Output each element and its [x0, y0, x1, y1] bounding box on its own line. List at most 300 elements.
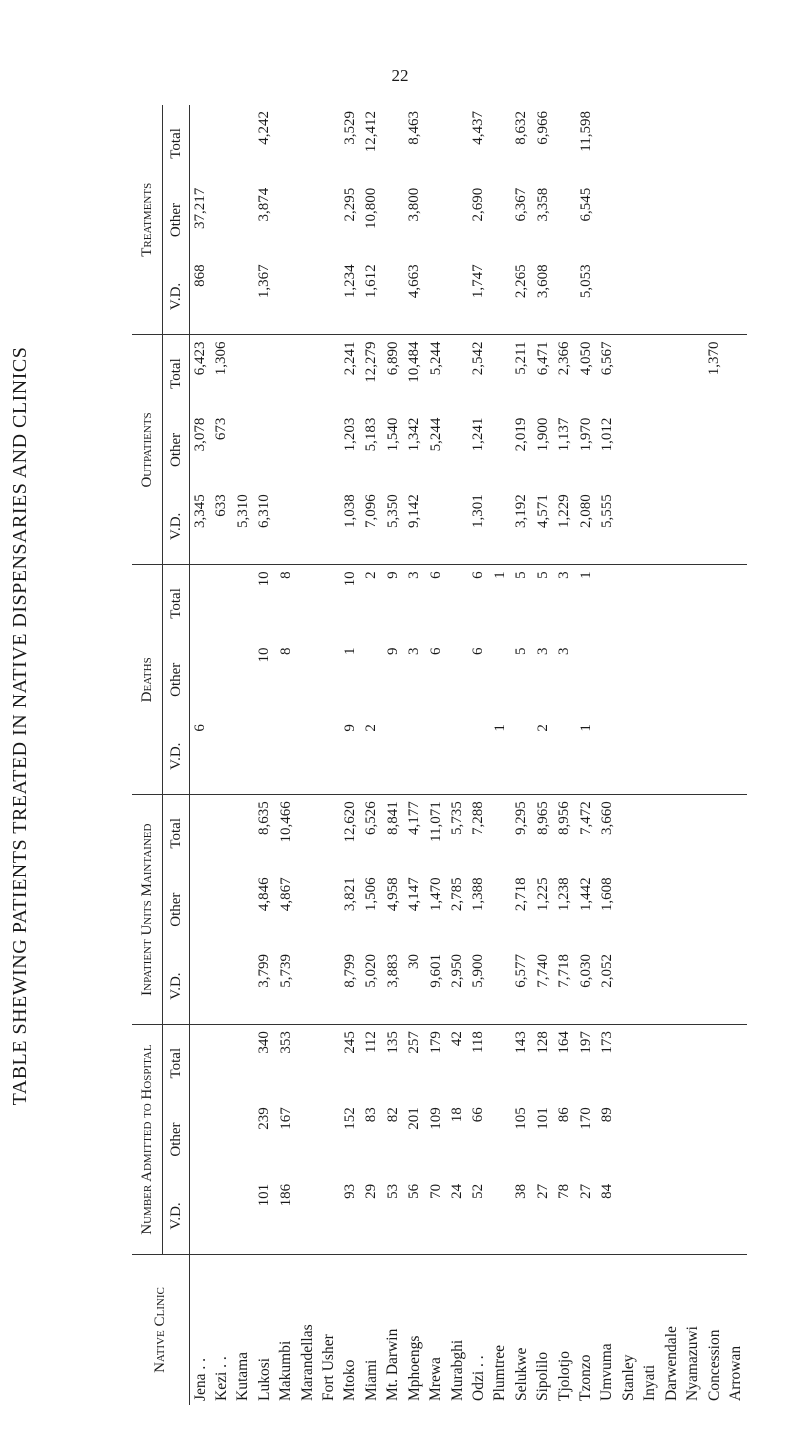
cell-outpatients-total: 10,484 [404, 335, 425, 412]
cell-treatments-total [597, 105, 618, 182]
cell-deaths-total [297, 565, 318, 642]
cell-inpatient-other: 1,608 [598, 877, 615, 912]
cell-outpatients-vd [725, 488, 747, 565]
clinic-name: Umvuma [597, 1255, 618, 1406]
cell-inpatient-other: 1,442 [577, 877, 594, 912]
cell-admitted-total: 135 [383, 1025, 404, 1102]
cell-inpatient-vd [190, 948, 212, 1025]
cell-admitted-other: 82 [384, 1107, 401, 1123]
cell-outpatients-total [318, 335, 339, 412]
cell-outpatients-other: 1,970 [577, 417, 594, 452]
cell-treatments-total [704, 105, 725, 182]
cell-outpatients-total [297, 335, 318, 412]
cell-outpatients-other: 2,019 [513, 417, 530, 452]
clinic-name: Mrewa [425, 1255, 446, 1406]
sub-header-treatments-other: Other [163, 182, 190, 259]
cell-deaths-vd [297, 718, 318, 795]
cell-treatments-vd [447, 258, 468, 335]
cell-inpatient-vd [318, 948, 339, 1025]
cell-outpatients-total: 5,244 [425, 335, 446, 412]
cell-admitted-total [490, 1025, 511, 1102]
cell-inpatient-vd: 3,799 [256, 954, 273, 988]
cell-inpatient-total: 8,965 [532, 795, 553, 872]
sub-header-deaths-other: Other [163, 642, 190, 719]
sub-header-admitted-other: Other [163, 1101, 190, 1178]
clinic-name: Jena . . [190, 1255, 212, 1406]
cell-treatments-other [661, 182, 682, 259]
cell-inpatient-other [233, 871, 254, 948]
cell-deaths-other [233, 642, 254, 719]
cell-deaths-total [318, 565, 339, 642]
cell-inpatient-total [190, 795, 212, 872]
cell-deaths-other [725, 642, 747, 719]
cell-admitted-other: 101 [534, 1107, 551, 1130]
cell-treatments-total [490, 105, 511, 182]
cell-admitted-total: 112 [361, 1025, 382, 1102]
cell-treatments-vd: 4,663 [406, 264, 423, 299]
cell-deaths-vd [682, 718, 703, 795]
cell-deaths-total: 10 [340, 565, 361, 642]
cell-outpatients-total: 6,890 [383, 335, 404, 412]
cell-treatments-other: 37,217 [192, 187, 209, 229]
cell-outpatients-other [254, 412, 275, 489]
cell-admitted-total: 353 [275, 1025, 296, 1102]
cell-outpatients-vd: 5,350 [384, 494, 401, 528]
cell-treatments-other [447, 182, 468, 259]
cell-admitted-vd: 27 [534, 1183, 551, 1199]
cell-treatments-other [275, 182, 296, 259]
cell-outpatients-other: 1,203 [341, 417, 358, 452]
cell-treatments-vd [640, 258, 661, 335]
table-row [211, 105, 232, 1405]
cell-admitted-vd [297, 1178, 318, 1255]
cell-admitted-vd: 24 [449, 1183, 465, 1199]
clinic-name: Nyamazuwi [682, 1255, 703, 1406]
cell-admitted-total: 173 [597, 1025, 618, 1102]
cell-deaths-other [490, 642, 511, 719]
cell-treatments-vd [297, 258, 318, 335]
cell-deaths-total: 5 [532, 565, 553, 642]
cell-admitted-vd: 27 [577, 1183, 594, 1199]
cell-treatments-total: 4,242 [256, 111, 273, 145]
cell-treatments-total: 3,529 [341, 111, 358, 145]
clinic-name: Tjolotjo [554, 1255, 575, 1406]
cell-deaths-vd [661, 718, 682, 795]
cell-admitted-vd [211, 1178, 232, 1255]
cell-treatments-vd [554, 258, 575, 335]
cell-admitted-other: 83 [363, 1107, 380, 1123]
cell-treatments-other: 10,800 [363, 187, 380, 229]
cell-outpatients-other [233, 412, 254, 489]
cell-deaths-vd [468, 718, 489, 795]
cell-inpatient-other [211, 871, 232, 948]
cell-inpatient-vd: 7,718 [556, 954, 573, 988]
table-row [318, 105, 339, 1405]
cell-inpatient-other [297, 871, 318, 948]
cell-outpatients-vd: 4,571 [534, 494, 551, 528]
table-row [532, 105, 553, 1405]
cell-deaths-vd [233, 718, 254, 795]
cell-treatments-total: 8,463 [406, 111, 423, 145]
cell-outpatients-total: 1,370 [704, 335, 725, 412]
cell-inpatient-other: 1,506 [363, 877, 380, 912]
cell-outpatients-other: 1,012 [598, 417, 615, 452]
table-row [725, 105, 747, 1405]
cell-admitted-total [618, 1025, 639, 1102]
cell-treatments-other: 3,874 [256, 187, 273, 222]
cell-treatments-total: 4,437 [470, 111, 487, 145]
cell-deaths-other [361, 642, 382, 719]
cell-inpatient-total: 8,635 [254, 795, 275, 872]
cell-treatments-vd: 1,612 [363, 264, 380, 299]
table-container [132, 105, 747, 1405]
cell-admitted-vd: 38 [513, 1183, 530, 1199]
cell-inpatient-other: 1,225 [534, 877, 551, 912]
cell-outpatients-vd [425, 488, 446, 565]
clinic-name: Odzi . . [468, 1255, 489, 1406]
clinic-name: Arrowan [725, 1255, 747, 1406]
cell-outpatients-vd [318, 488, 339, 565]
sub-header-outpatients-vd: V.D. [163, 488, 190, 565]
table-row [275, 105, 296, 1405]
table-row [340, 105, 361, 1405]
cell-deaths-vd [404, 718, 425, 795]
cell-outpatients-vd: 1,229 [556, 494, 573, 528]
sub-header-outpatients-other: Other [163, 412, 190, 489]
cell-admitted-other [490, 1101, 511, 1178]
cell-deaths-total [725, 565, 747, 642]
cell-inpatient-vd: 8,799 [341, 954, 358, 988]
cell-outpatients-vd: 5,555 [598, 494, 615, 528]
cell-deaths-vd [597, 718, 618, 795]
cell-admitted-other: 18 [449, 1107, 465, 1123]
cell-outpatients-other [704, 412, 725, 489]
cell-deaths-vd [511, 718, 532, 795]
cell-deaths-total [661, 565, 682, 642]
cell-outpatients-other: 1,540 [384, 417, 401, 452]
cell-admitted-vd [704, 1178, 725, 1255]
cell-outpatients-total: 6,567 [597, 335, 618, 412]
cell-admitted-total: 197 [575, 1025, 596, 1102]
cell-deaths-total [233, 565, 254, 642]
cell-admitted-vd [725, 1178, 747, 1255]
cell-treatments-other: 3,358 [534, 187, 551, 222]
clinic-name: Stanley [618, 1255, 639, 1406]
cell-outpatients-vd [704, 488, 725, 565]
clinic-name: Mphoengs [404, 1255, 425, 1406]
cell-deaths-total: 5 [511, 565, 532, 642]
cell-treatments-total: 11,598 [577, 111, 594, 152]
cell-admitted-other: 167 [277, 1107, 294, 1130]
table-row [361, 105, 382, 1405]
cell-inpatient-other: 1,470 [427, 877, 444, 912]
cell-treatments-total [297, 105, 318, 182]
cell-deaths-total: 6 [425, 565, 446, 642]
cell-outpatients-vd: 9,142 [406, 494, 423, 528]
cell-admitted-vd: 53 [384, 1183, 401, 1199]
cell-outpatients-other: 5,244 [427, 417, 444, 452]
table-row [383, 105, 404, 1405]
cell-inpatient-other: 3,821 [341, 877, 358, 912]
sub-header-deaths-total: Total [163, 565, 190, 642]
clinic-name: Selukwe [511, 1255, 532, 1406]
clinic-name: Marandellas [297, 1255, 318, 1406]
table-row [704, 105, 725, 1405]
cell-outpatients-total: 2,366 [554, 335, 575, 412]
cell-deaths-vd [275, 718, 296, 795]
cell-treatments-other [211, 182, 232, 259]
cell-admitted-vd [490, 1178, 511, 1255]
cell-treatments-other [490, 182, 511, 259]
cell-inpatient-total [211, 795, 232, 872]
sub-header-row [163, 105, 190, 1405]
cell-outpatients-total: 1,306 [211, 335, 232, 412]
cell-admitted-other: 239 [256, 1107, 273, 1130]
clinic-name: Inyati [640, 1255, 661, 1406]
cell-admitted-other [618, 1101, 639, 1178]
cell-outpatients-vd: 3,345 [192, 494, 209, 528]
cell-inpatient-other [318, 871, 339, 948]
sub-header-inpatient-total: Total [163, 795, 190, 872]
cell-admitted-total: 118 [468, 1025, 489, 1102]
cell-outpatients-total [618, 335, 639, 412]
cell-deaths-other [618, 642, 639, 719]
cell-outpatients-total: 2,241 [340, 335, 361, 412]
cell-treatments-other [554, 182, 575, 259]
cell-inpatient-total [704, 795, 725, 872]
cell-outpatients-other: 3,078 [192, 417, 209, 452]
cell-deaths-total: 6 [468, 565, 489, 642]
cell-admitted-total: 179 [425, 1025, 446, 1102]
cell-admitted-total [704, 1025, 725, 1102]
cell-deaths-vd: 1 [491, 724, 508, 732]
cell-outpatients-vd [297, 488, 318, 565]
cell-outpatients-vd: 1,038 [341, 494, 358, 528]
sub-header-treatments-total: Total [163, 105, 190, 182]
cell-inpatient-total [318, 795, 339, 872]
cell-outpatients-total [447, 335, 468, 412]
cell-inpatient-vd [725, 948, 747, 1025]
cell-deaths-total [618, 565, 639, 642]
cell-inpatient-total [233, 795, 254, 872]
cell-treatments-total [383, 105, 404, 182]
rotated-table-frame [132, 105, 747, 1405]
cell-admitted-total: 257 [404, 1025, 425, 1102]
cell-outpatients-other [318, 412, 339, 489]
cell-deaths-total [211, 565, 232, 642]
cell-admitted-vd: 70 [427, 1183, 444, 1199]
cell-admitted-vd: 93 [341, 1183, 358, 1199]
cell-inpatient-total: 11,071 [425, 795, 446, 872]
clinic-name: Darwendale [661, 1255, 682, 1406]
cell-admitted-other [682, 1101, 703, 1178]
cell-deaths-other: 8 [277, 647, 294, 655]
sub-header-outpatients-total: Total [163, 335, 190, 412]
cell-admitted-other: 86 [556, 1107, 573, 1123]
cell-deaths-other [211, 642, 232, 719]
cell-deaths-vd: 2 [363, 724, 380, 732]
cell-deaths-total: 1 [490, 565, 511, 642]
table-row [682, 105, 703, 1405]
cell-admitted-total: 245 [340, 1025, 361, 1102]
cell-admitted-other [190, 1101, 212, 1178]
table-row [468, 105, 489, 1405]
cell-deaths-other [190, 642, 212, 719]
cell-admitted-total [682, 1025, 703, 1102]
cell-admitted-other: 152 [341, 1107, 358, 1130]
cell-deaths-total: 8 [275, 565, 296, 642]
cell-outpatients-vd [640, 488, 661, 565]
cell-deaths-vd: 9 [341, 724, 358, 732]
cell-outpatients-vd: 5,310 [234, 494, 251, 528]
cell-inpatient-total: 8,956 [554, 795, 575, 872]
table-row [661, 105, 682, 1405]
table-title: TABLE SHEWING PATIENTS TREATED IN NATIVE DISPENSARIES AND CLINICS [9, 346, 31, 1106]
cell-inpatient-vd [640, 948, 661, 1025]
sub-header-deaths-vd: V.D. [163, 718, 190, 795]
cell-outpatients-other: 5,183 [363, 417, 380, 452]
cell-outpatients-vd [275, 488, 296, 565]
cell-admitted-vd [318, 1178, 339, 1255]
cell-treatments-vd: 1,747 [470, 264, 487, 299]
cell-inpatient-vd [704, 948, 725, 1025]
cell-inpatient-vd: 5,900 [470, 954, 487, 988]
cell-treatments-vd [725, 258, 747, 335]
cell-admitted-other [211, 1101, 232, 1178]
cell-outpatients-total [640, 335, 661, 412]
table-body [190, 105, 748, 1405]
cell-outpatients-total: 4,050 [575, 335, 596, 412]
cell-outpatients-vd [447, 488, 468, 565]
table-row [404, 105, 425, 1405]
cell-treatments-vd: 1,234 [341, 264, 358, 299]
cell-treatments-total [725, 105, 747, 182]
cell-deaths-other: 1 [341, 647, 358, 655]
table-row [640, 105, 661, 1405]
cell-outpatients-other [447, 412, 468, 489]
cell-inpatient-vd: 6,030 [577, 954, 594, 988]
table-row [233, 105, 254, 1405]
cell-admitted-total [661, 1025, 682, 1102]
cell-deaths-vd [725, 718, 747, 795]
cell-deaths-total [640, 565, 661, 642]
cell-inpatient-other: 4,147 [406, 877, 423, 912]
cell-inpatient-other: 2,718 [513, 877, 530, 912]
cell-admitted-total: 340 [254, 1025, 275, 1102]
cell-treatments-other [704, 182, 725, 259]
cell-treatments-other [640, 182, 661, 259]
cell-treatments-other: 3,800 [406, 187, 423, 222]
cell-admitted-other: 109 [427, 1107, 444, 1130]
cell-outpatients-other: 1,137 [556, 417, 573, 452]
cell-inpatient-total [661, 795, 682, 872]
table-row [618, 105, 639, 1405]
cell-treatments-other [318, 182, 339, 259]
cell-outpatients-total [254, 335, 275, 412]
cell-admitted-total [318, 1025, 339, 1102]
patients-table [132, 105, 747, 1405]
cell-treatments-total [618, 105, 639, 182]
cell-inpatient-total [618, 795, 639, 872]
cell-treatments-vd: 868 [192, 264, 209, 287]
cell-inpatient-other [704, 871, 725, 948]
cell-inpatient-vd: 5,020 [363, 954, 380, 988]
cell-deaths-vd [318, 718, 339, 795]
cell-deaths-other: 3 [534, 647, 551, 655]
clinic-name: Murabghi [447, 1255, 468, 1406]
cell-treatments-other [725, 182, 747, 259]
cell-admitted-other: 66 [470, 1107, 487, 1123]
cell-inpatient-other [490, 871, 511, 948]
cell-deaths-vd [211, 718, 232, 795]
cell-deaths-total: 1 [575, 565, 596, 642]
cell-deaths-other: 3 [556, 647, 573, 655]
cell-outpatients-other [682, 412, 703, 489]
cell-outpatients-vd: 2,080 [577, 494, 594, 528]
sub-header-inpatient-vd: V.D. [163, 948, 190, 1025]
cell-inpatient-vd: 6,577 [513, 954, 530, 988]
cell-deaths-total [704, 565, 725, 642]
cell-treatments-other [682, 182, 703, 259]
cell-admitted-vd [661, 1178, 682, 1255]
cell-inpatient-other: 4,867 [277, 877, 294, 912]
cell-admitted-other [725, 1101, 747, 1178]
cell-inpatient-other [661, 871, 682, 948]
cell-deaths-total [447, 565, 468, 642]
cell-admitted-other: 201 [406, 1107, 423, 1130]
cell-admitted-total [190, 1025, 212, 1102]
cell-outpatients-total [682, 335, 703, 412]
cell-treatments-vd [490, 258, 511, 335]
cell-inpatient-total: 3,660 [597, 795, 618, 872]
cell-inpatient-vd: 7,740 [534, 954, 551, 988]
cell-outpatients-total: 2,542 [468, 335, 489, 412]
cell-deaths-other [318, 642, 339, 719]
cell-treatments-vd [682, 258, 703, 335]
page-number: 22 [391, 66, 409, 85]
cell-treatments-vd [597, 258, 618, 335]
cell-outpatients-other [297, 412, 318, 489]
cell-deaths-other [704, 642, 725, 719]
group-header-deaths: Deaths [132, 565, 163, 795]
table-row [425, 105, 446, 1405]
cell-deaths-vd [618, 718, 639, 795]
cell-treatments-vd [211, 258, 232, 335]
cell-deaths-vd [254, 718, 275, 795]
clinic-name: Kezi . . [211, 1255, 232, 1406]
cell-inpatient-vd: 30 [406, 954, 423, 969]
cell-treatments-total [425, 105, 446, 182]
cell-deaths-other [597, 642, 618, 719]
cell-treatments-other [297, 182, 318, 259]
cell-outpatients-total [275, 335, 296, 412]
cell-outpatients-total: 6,471 [532, 335, 553, 412]
table-row [575, 105, 596, 1405]
cell-admitted-vd [190, 1178, 212, 1255]
cell-treatments-total: 12,412 [363, 111, 380, 153]
sub-header-inpatient-other: Other [163, 871, 190, 948]
cell-outpatients-total [233, 335, 254, 412]
cell-treatments-other [597, 182, 618, 259]
cell-admitted-other [704, 1101, 725, 1178]
cell-treatments-vd [425, 258, 446, 335]
cell-outpatients-total: 5,211 [511, 335, 532, 412]
clinic-name: Tzonzo [575, 1255, 596, 1406]
cell-inpatient-vd [661, 948, 682, 1025]
cell-deaths-total [190, 565, 212, 642]
cell-deaths-total [597, 565, 618, 642]
cell-admitted-vd [682, 1178, 703, 1255]
